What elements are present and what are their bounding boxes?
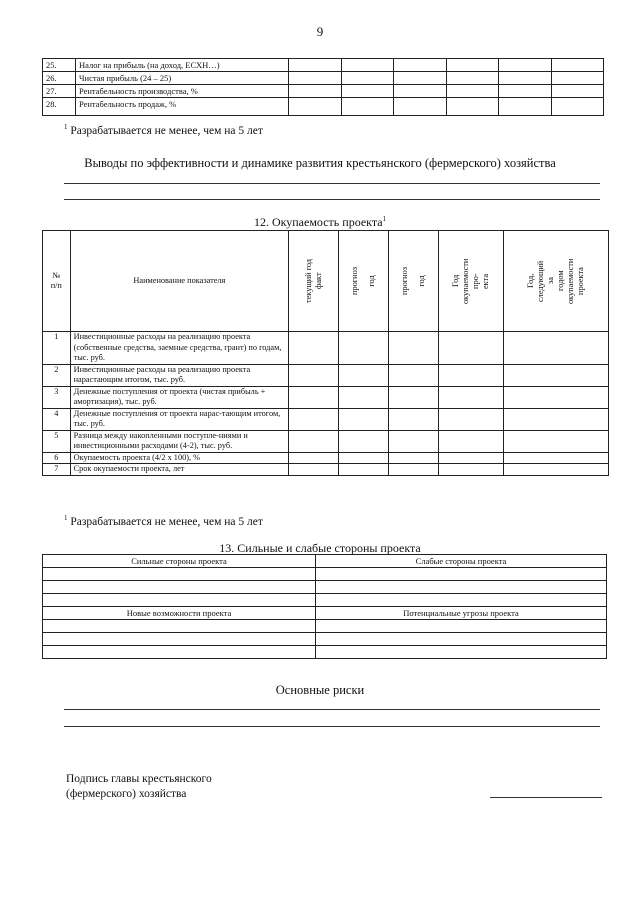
value-cell[interactable] [389,386,439,408]
payback-row [43,386,609,408]
value-cell[interactable] [503,364,608,386]
value-cell[interactable] [289,59,342,72]
value-cell[interactable] [503,452,608,464]
risks-line-2[interactable] [64,726,600,727]
row-name: Рентабельность производства, % [76,85,289,98]
header-year-1-bottom: прогноз [350,266,360,296]
value-cell[interactable] [339,332,389,365]
value-cell[interactable] [389,464,439,476]
weaknesses-header: Слабые стороны проекта [316,555,607,568]
swot-cell[interactable] [316,568,607,581]
row-name: Инвестиционные расходы на реализацию проекта (собственные средства, заемные средства, грант) по годам, тыс. руб. [70,332,289,365]
value-cell[interactable] [289,452,339,464]
row-number: 4 [43,408,71,430]
row-number: 3 [43,386,71,408]
value-cell[interactable] [389,408,439,430]
value-cell[interactable] [289,72,342,85]
swot-cell[interactable] [316,646,607,659]
payback-section-title [0,215,640,230]
payback-header-row [43,231,609,332]
page-number: 9 [316,24,324,39]
header-name: Наименование показателя [70,231,289,332]
swot-table [42,554,607,659]
value-cell[interactable] [503,464,608,476]
value-cell[interactable] [341,72,394,85]
value-cell[interactable] [394,98,447,116]
footnote-2 [64,514,263,528]
row-name: Чистая прибыль (24 – 25) [76,72,289,85]
value-cell[interactable] [389,452,439,464]
value-cell[interactable] [503,332,608,365]
risks-line-1[interactable] [64,709,600,710]
income-table-row [43,59,604,72]
swot-cell[interactable] [316,633,607,646]
value-cell[interactable] [446,72,499,85]
value-cell[interactable] [551,85,604,98]
swot-cell[interactable] [316,620,607,633]
income-table-continuation [42,58,604,116]
swot-cell[interactable] [43,620,316,633]
row-number: 6 [43,452,71,464]
header-year-2 [389,231,439,332]
opportunities-header: Новые возможности проекта [43,607,316,620]
value-cell[interactable] [394,85,447,98]
value-cell[interactable] [499,85,552,98]
payback-table [42,230,609,476]
value-cell[interactable] [439,364,503,386]
value-cell[interactable] [389,430,439,452]
payback-title-mark: 1 [382,215,387,223]
value-cell[interactable] [446,59,499,72]
value-cell[interactable] [446,98,499,116]
value-cell[interactable] [339,364,389,386]
row-number: 27. [43,85,76,98]
value-cell[interactable] [289,98,342,116]
value-cell[interactable] [503,430,608,452]
value-cell[interactable] [439,452,503,464]
row-name: Налог на прибыль (на доход, ЕСХН…) [76,59,289,72]
value-cell[interactable] [289,430,339,452]
signature-line-2: (фермерского) хозяйства [66,788,187,800]
value-cell[interactable] [439,386,503,408]
row-name: Разница между накопленными поступле-ниями и инвестиционными расходами (4-2), тыс. руб. [70,430,289,452]
footnote-mark: 1 [64,123,68,131]
value-cell[interactable] [389,364,439,386]
risks-title: Основные риски [275,683,365,697]
header-next-year: Год, следующий за годом окупаемости проекта [503,231,608,332]
row-number: 26. [43,72,76,85]
swot-cell[interactable] [316,581,607,594]
row-number: 2 [43,364,71,386]
row-name: Окупаемость проекта (4/2 х 100), % [70,452,289,464]
value-cell[interactable] [439,332,503,365]
payback-row [43,408,609,430]
value-cell[interactable] [439,408,503,430]
conclusions-line-2[interactable] [64,199,600,200]
value-cell[interactable] [339,408,389,430]
value-cell[interactable] [339,386,389,408]
income-table-row [43,85,604,98]
row-name: Рентабельность продаж, % [76,98,289,116]
payback-row [43,364,609,386]
header-payback-year: Год окупаемости про- екта [439,231,503,332]
swot-cell[interactable] [43,568,316,581]
row-name: Инвестиционные расходы на реализацию проекта нарастающим итогом, тыс. руб. [70,364,289,386]
value-cell[interactable] [394,72,447,85]
value-cell[interactable] [503,408,608,430]
header-no: № п/п [43,231,71,332]
value-cell[interactable] [551,59,604,72]
value-cell[interactable] [439,464,503,476]
signature-label [66,772,212,802]
row-number: 25. [43,59,76,72]
swot-cell[interactable] [43,633,316,646]
header-year-1 [339,231,389,332]
value-cell[interactable] [289,408,339,430]
strengths-header: Сильные стороны проекта [43,555,316,568]
value-cell[interactable] [551,72,604,85]
value-cell[interactable] [339,464,389,476]
payback-title: 12. Окупаемость проекта [253,215,383,229]
value-cell[interactable] [289,386,339,408]
header-year-1-top: год [367,275,377,287]
signature-line[interactable] [490,797,602,798]
payback-row [43,332,609,365]
value-cell[interactable] [499,72,552,85]
value-cell[interactable] [446,85,499,98]
value-cell[interactable] [439,430,503,452]
row-number: 5 [43,430,71,452]
income-table-row [43,98,604,116]
row-name: Денежные поступления от проекта нарас-тающим итогом, тыс. руб. [70,408,289,430]
value-cell[interactable] [499,98,552,116]
value-cell[interactable] [341,59,394,72]
header-current-year: текущий год факт [289,231,339,332]
footnote-mark: 1 [64,514,68,522]
value-cell[interactable] [389,332,439,365]
value-cell[interactable] [289,464,339,476]
payback-row [43,452,609,464]
row-number: 1 [43,332,71,365]
value-cell[interactable] [289,364,339,386]
income-table-row [43,72,604,85]
swot-title: 13. Сильные и слабые стороны проекта [219,541,421,555]
conclusions-title: Выводы по эффективности и динамике развития крестьянского (фермерского) хозяйства [84,156,556,170]
row-number: 7 [43,464,71,476]
header-year-2-top: год [417,275,427,287]
swot-cell[interactable] [43,594,316,607]
footnote-text: Разрабатывается не менее, чем на 5 лет [70,515,263,528]
footnote-text: Разрабатывается не менее, чем на 5 лет [70,124,263,137]
value-cell[interactable] [339,430,389,452]
header-year-2-bottom: прогноз [400,266,410,296]
value-cell[interactable] [339,452,389,464]
value-cell[interactable] [341,85,394,98]
value-cell[interactable] [551,98,604,116]
value-cell[interactable] [289,85,342,98]
conclusions-line-1[interactable] [64,183,600,184]
value-cell[interactable] [341,98,394,116]
value-cell[interactable] [289,332,339,365]
threats-header: Потенциальные угрозы проекта [316,607,607,620]
value-cell[interactable] [499,59,552,72]
payback-row [43,430,609,452]
swot-cell[interactable] [43,581,316,594]
row-number: 28. [43,98,76,116]
value-cell[interactable] [394,59,447,72]
swot-cell[interactable] [316,594,607,607]
swot-cell[interactable] [43,646,316,659]
row-name: Срок окупаемости проекта, лет [70,464,289,476]
footnote-1 [64,123,263,137]
row-name: Денежные поступления от проекта (чистая прибыль + амортизация), тыс. руб. [70,386,289,408]
value-cell[interactable] [503,386,608,408]
payback-row [43,464,609,476]
signature-line-1: Подпись главы крестьянского [66,773,212,785]
